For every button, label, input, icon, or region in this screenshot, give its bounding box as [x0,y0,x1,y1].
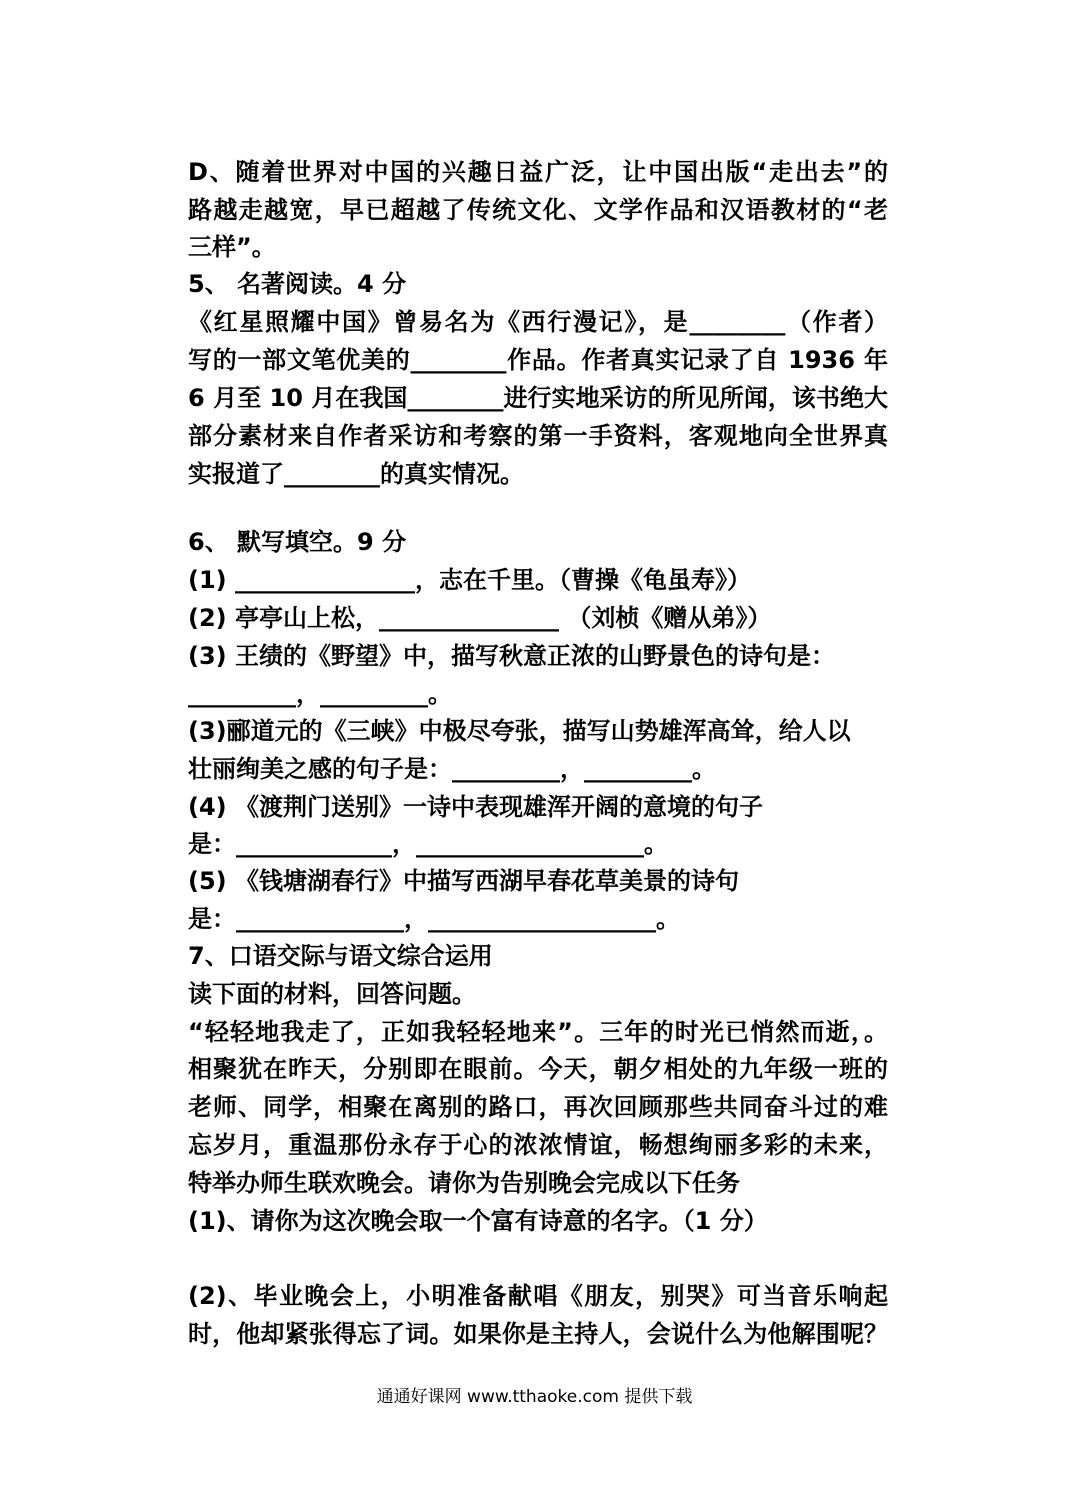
text-line: (1) _______________，志在千里。（曹操《龟虽寿》） [188,566,751,594]
text-line: (3) 王绩的《野望》中，描写秋意正浓的山野景色的诗句是： [188,642,835,670]
text-line: (1)、请你为这次晚会取一个富有诗意的名字。（1 分） [188,1207,768,1235]
text-line: 老师、同学，相聚在离别的路口，再次回顾那些共同奋斗过的难 [188,1093,888,1121]
text-line: 是：_____________，___________________。 [188,830,668,858]
text-line: (3)郦道元的《三峡》中极尽夸张，描写山势雄浑高耸，给人以 [188,717,851,745]
text-line: 是：______________，___________________。 [188,905,680,933]
text-line: 时，他却紧张得忘了词。如果你是主持人，会说什么为他解围呢？ [188,1320,888,1348]
question-heading: 7、口语交际与语文综合运用 [188,942,493,970]
text-line: (2) 亭亭山上松，_______________ （刘桢《赠从弟》） [188,604,772,632]
text-line: 特举办师生联欢晚会。请你为告别晚会完成以下任务 [188,1169,740,1197]
text-line: 读下面的材料，回答问题。 [188,980,476,1008]
text-line: 6 月至 10 月在我国________进行实地采访的所见所闻，该书绝大 [188,384,888,412]
text-line: 忘岁月，重温那份永存于心的浓浓情谊，畅想绚丽多彩的未来， [188,1131,888,1159]
question-heading: 6、 默写填空。9 分 [188,528,407,556]
question-heading: 5、 名著阅读。4 分 [188,270,407,298]
text-line: (5) 《钱塘湖春行》中描写西湖早春花草美景的诗句 [188,867,739,895]
text-line: (2)、毕业晚会上，小明准备献唱《朋友，别哭》可当音乐响起 [188,1282,888,1310]
text-line: (4) 《渡荆门送别》一诗中表现雄浑开阔的意境的句子 [188,793,763,821]
page-footer: 通通好课网 www.tthaoke.com 提供下载 [376,1387,693,1407]
text-line: 路越走越宽，早已超越了传统文化、文学作品和汉语教材的“老 [188,196,888,224]
text-line: 写的一部文笔优美的________作品。作者真实记录了自 1936 年 [188,346,888,374]
text-line: 三样”。 [188,233,276,261]
text-line: 部分素材来自作者采访和考察的第一手资料，客观地向全世界真 [188,422,888,450]
text-line: 实报道了________的真实情况。 [188,460,524,488]
text-line: 相聚犹在昨天，分别即在眼前。今天，朝夕相处的九年级一班的 [188,1055,888,1083]
text-line: D、随着世界对中国的兴趣日益广泛，让中国出版“走出去”的 [188,158,888,186]
text-line: 《红星照耀中国》曾易名为《西行漫记》，是________（作者） [188,308,888,336]
text-line: _________，_________。 [188,680,452,708]
text-line: “轻轻地我走了，正如我轻轻地来”。三年的时光已悄然而逝，。 [188,1018,888,1046]
text-line: 壮丽绚美之感的句子是：_________，_________。 [188,755,716,783]
